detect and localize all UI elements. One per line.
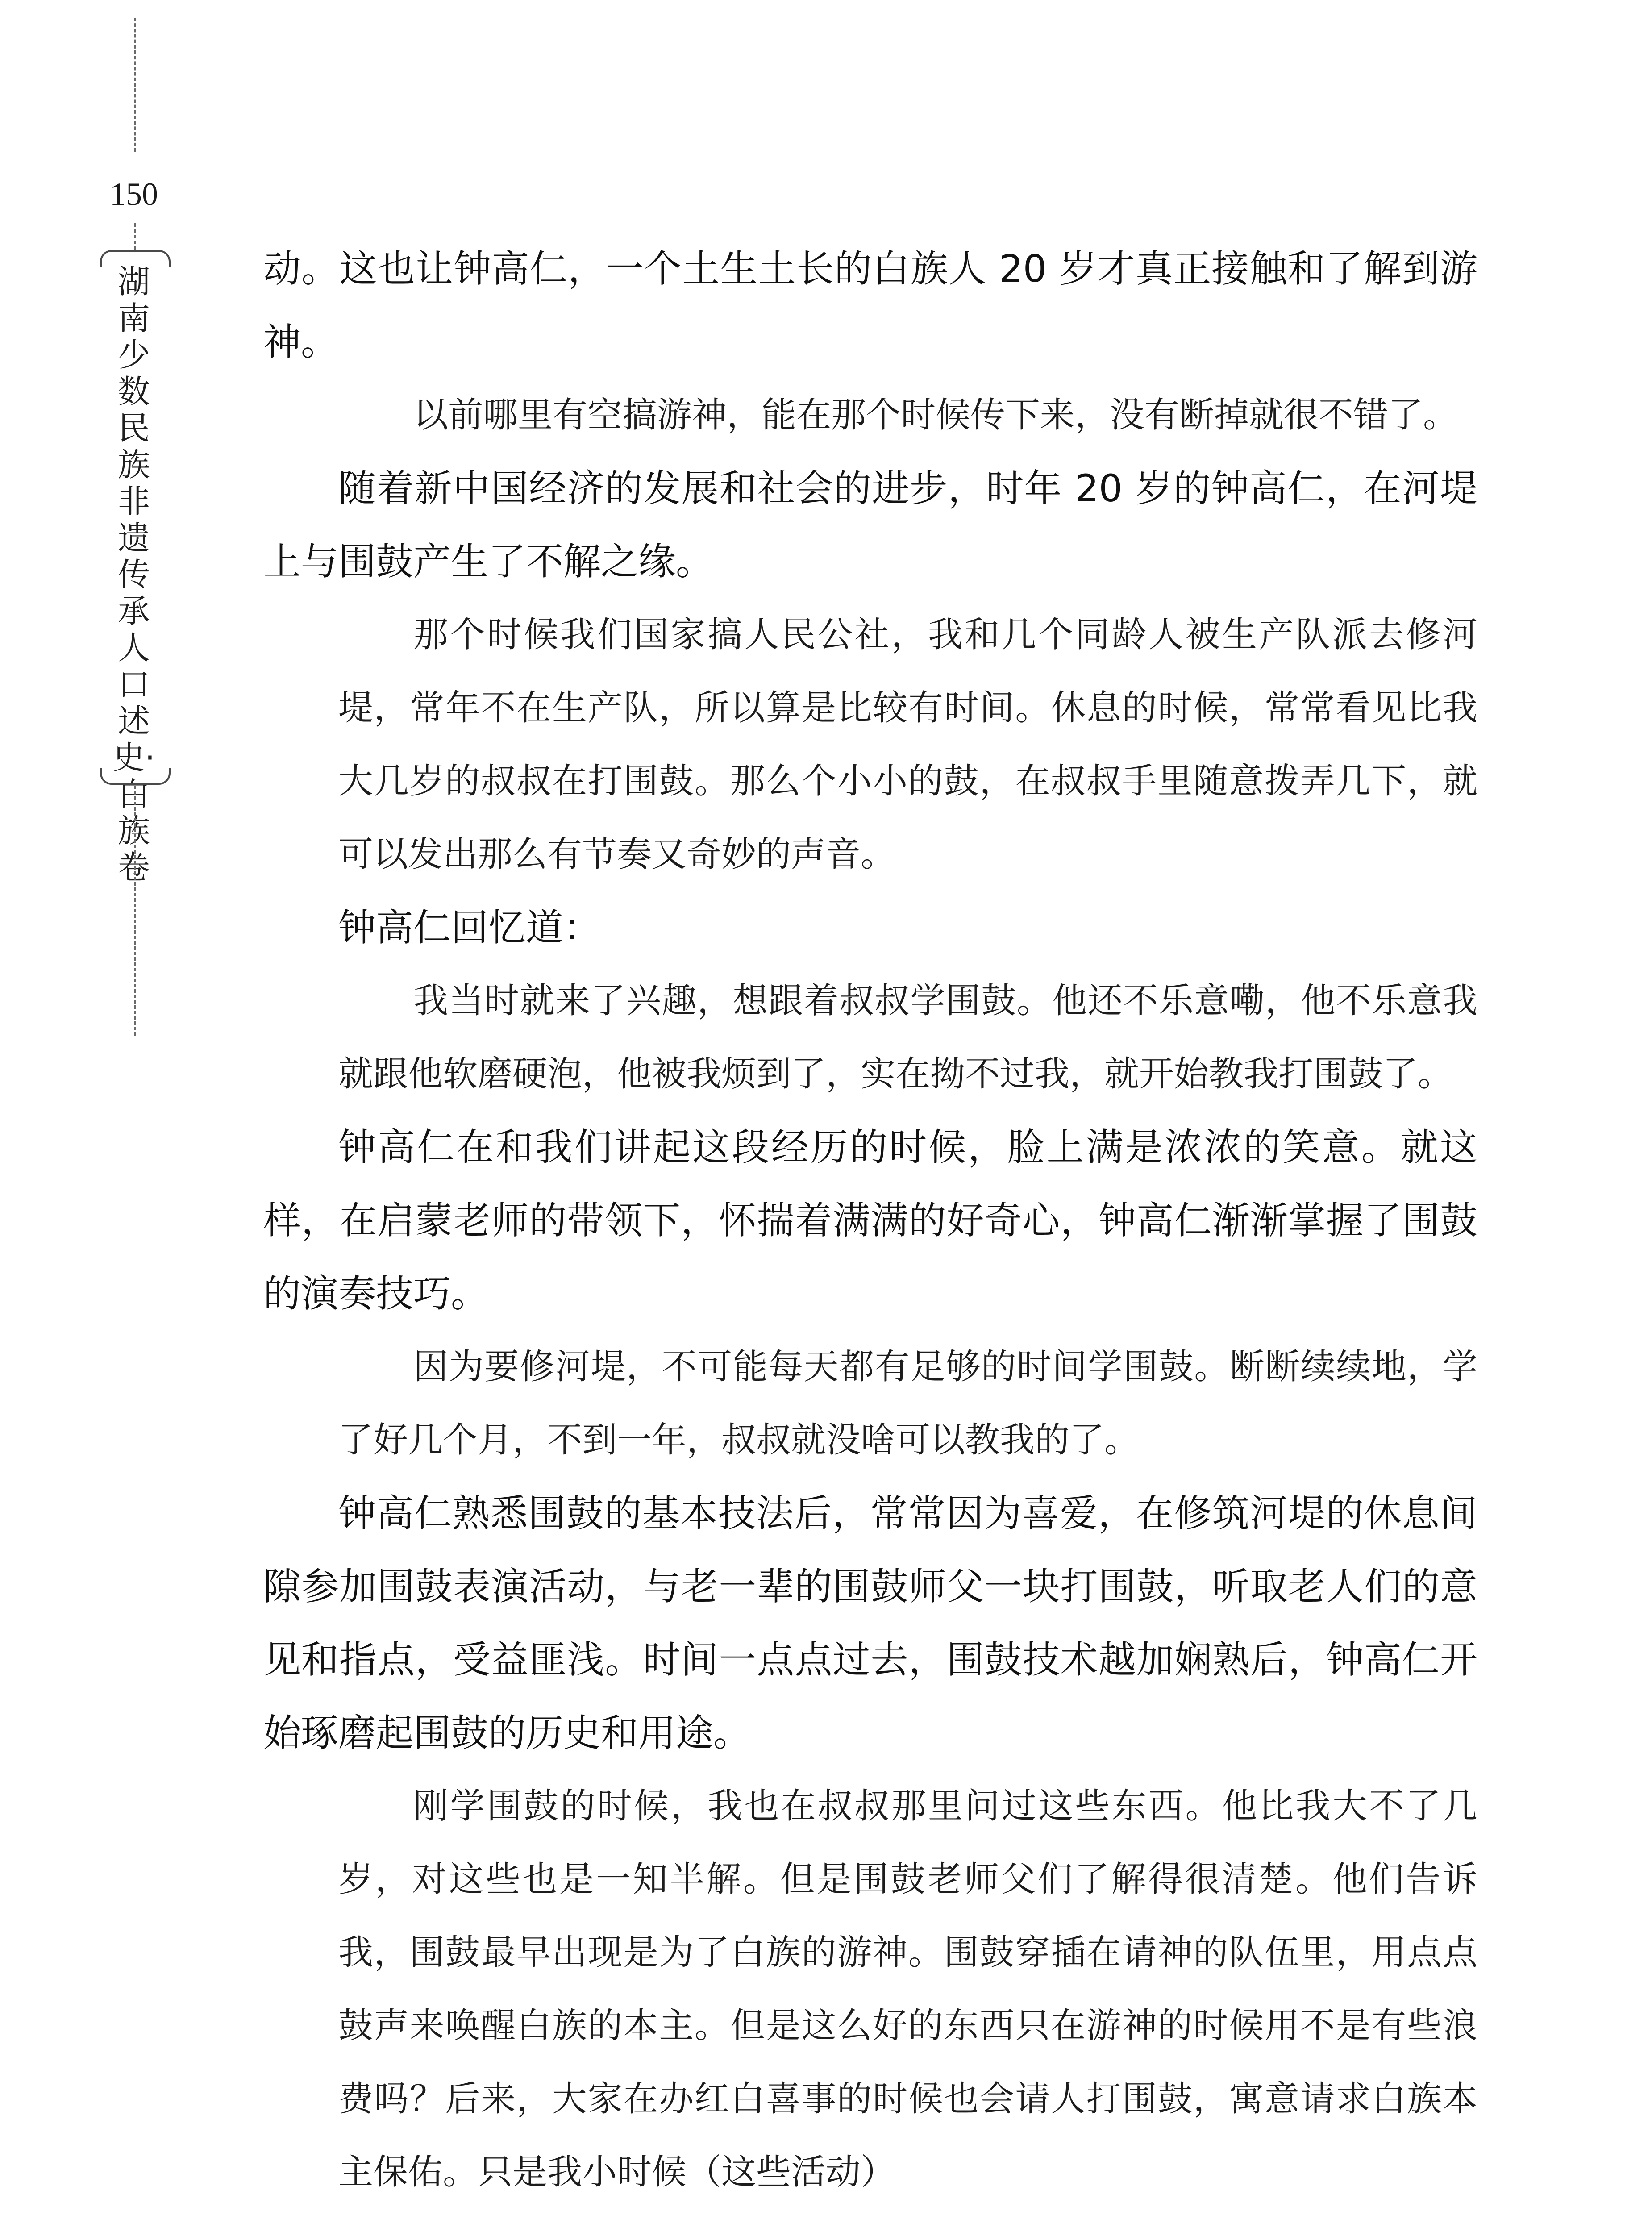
page-number: 150 bbox=[110, 176, 158, 212]
margin-rule-bottom bbox=[134, 786, 136, 1036]
margin-rule-middle bbox=[134, 223, 136, 250]
narrative-paragraph: 钟高仁在和我们讲起这段经历的时候，脸上满是浓浓的笑意。就这样，在启蒙老师的带领下，怀揣着满满的好奇心，钟高仁渐渐掌握了围鼓的演奏技巧。 bbox=[263, 1125, 1477, 1316]
interview-quote: 刚学围鼓的时候，我也在叔叔那里问过这些东西。他比我大不了几岁，对这些也是一知半解。但是围鼓老师父们了解得很清楚。他们告诉我，围鼓最早出现是为了白族的游神。围鼓穿插在请神的队伍里，用点点鼓声来唤醒白族的本主。但是这么好的东西只在游神的时候用不是有些浪费吗？后来，大家在办红白喜事的时候也会请人打围鼓，寓意请求白族本主保佑。只是我小时候（这些活动） bbox=[338, 1786, 1477, 2192]
interview-quote: 因为要修河堤，不可能每天都有足够的时间学围鼓。断断续续地，学了好几个月，不到一年，叔叔就没啥可以教我的了。 bbox=[338, 1347, 1477, 1460]
interview-quote: 那个时候我们国家搞人民公社，我和几个同龄人被生产队派去修河堤，常年不在生产队，所以算是比较有时间。休息的时候，常常看见比我大几岁的叔叔在打围鼓。那么个小小的鼓，在叔叔手里随意拨弄几下，就可以发出那么有节奏又奇妙的声音。 bbox=[338, 615, 1477, 874]
narrative-paragraph: 钟高仁熟悉围鼓的基本技法后，常常因为喜爱，在修筑河堤的休息间隙参加围鼓表演活动，与老一辈的围鼓师父一块打围鼓，听取老人们的意见和指点，受益匪浅。时间一点点过去，围鼓技术越加娴熟后，钟高仁开始琢磨起围鼓的历史和用途。 bbox=[263, 1491, 1477, 1755]
interview-quote: 我当时就来了兴趣，想跟着叔叔学围鼓。他还不乐意嘞，他不乐意我就跟他软磨硬泡，他被我烦到了，实在拗不过我，就开始教我打围鼓了。 bbox=[338, 981, 1477, 1094]
narrative-paragraph-continued: 动。这也让钟高仁，一个土生土长的白族人 20 岁才真正接触和了解到游神。 bbox=[263, 247, 1477, 364]
main-text bbox=[263, 232, 1477, 2209]
title-bracket-bottom bbox=[100, 768, 171, 785]
narrative-paragraph: 随着新中国经济的发展和社会的进步，时年 20 岁的钟高仁，在河堤上与围鼓产生了不解之缘。 bbox=[263, 466, 1477, 583]
interview-quote: 以前哪里有空搞游神，能在那个时候传下来，没有断掉就很不错了。 bbox=[413, 395, 1458, 435]
margin-rule-top bbox=[134, 18, 136, 152]
series-title: 湖南少数民族非遗传承人口述史·白族卷 bbox=[112, 263, 155, 886]
narrative-paragraph: 钟高仁回忆道： bbox=[338, 906, 601, 949]
